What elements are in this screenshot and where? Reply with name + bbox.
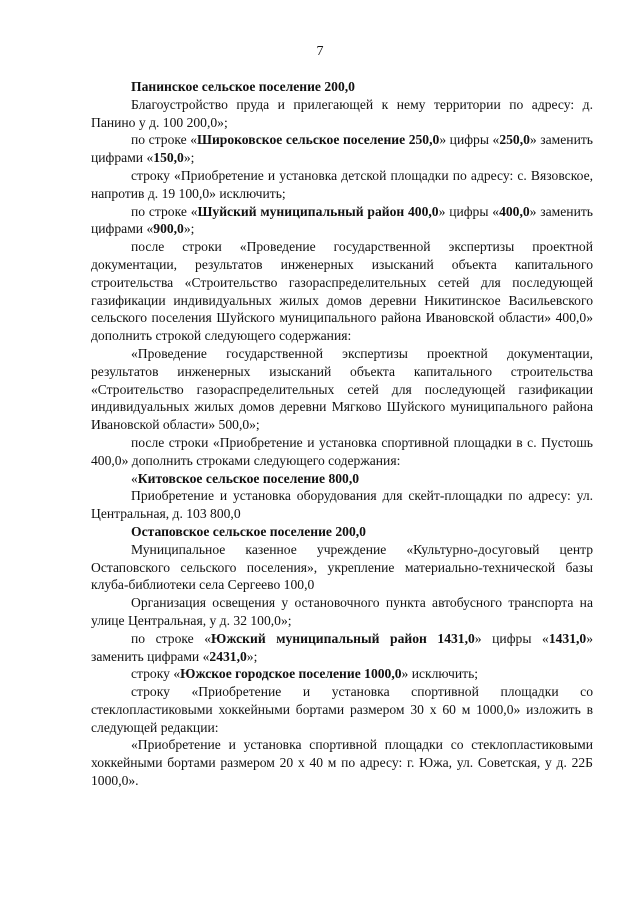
paragraph xyxy=(91,487,593,523)
text-run: » исключить; xyxy=(401,666,479,682)
text-run: «Приобретение и установка спортивной площадки со стеклопластиковыми хоккейными бортами размером 20 х 40 м по адресу: г. Южа, ул. Советская, у д. 22Б 1000,0». xyxy=(91,737,593,789)
text-run: «Проведение государственной экспертизы проектной документации, результатов инженерных изысканий объекта капитального строительства «Строительство газораспределительных сетей для последующей газификации индивидуальных жилых домов деревни Мягково Шуйского муниципального района Ивановской области» 500,0»; xyxy=(91,345,593,433)
bold-text: Южское городское поселение 1000,0 xyxy=(180,666,402,682)
paragraph xyxy=(91,96,593,132)
bold-text: Шуйский муниципальный район 400,0 xyxy=(197,203,439,219)
text-run: » заменить цифрами « xyxy=(91,630,593,664)
text-run: строку « xyxy=(131,666,181,682)
text-run: »; xyxy=(246,648,258,664)
bold-text: 900,0 xyxy=(153,221,184,237)
text-run: »; xyxy=(183,221,195,237)
text-run: по строке « xyxy=(131,630,212,646)
text-run: Организация освещения у остановочного пункта автобусного транспорта на улице Центральная, у д. 32 100,0»; xyxy=(91,595,593,628)
text-run: по строке « xyxy=(131,132,198,148)
paragraph xyxy=(91,594,593,630)
bold-text: 150,0 xyxy=(153,150,184,166)
text-run: » заменить цифрами « xyxy=(91,203,593,237)
paragraph xyxy=(91,541,593,594)
bold-text: Широковское сельское поселение 250,0 xyxy=(197,132,440,148)
bold-text: Панинское сельское поселение 200,0 xyxy=(131,79,355,94)
paragraph xyxy=(91,665,593,683)
text-run: »; xyxy=(183,150,195,166)
paragraph xyxy=(91,167,593,203)
bold-text: 400,0 xyxy=(499,203,530,219)
text-run: строку «Приобретение и установка спортивной площадки со стеклопластиковыми хоккейными бортами размером 30 х 60 м 1000,0» изложить в следующей редакции: xyxy=(91,684,593,735)
bold-text: Китовское сельское поселение 800,0 xyxy=(137,470,360,486)
text-run: строку «Приобретение и установка детской площадки по адресу: с. Вязовское, напротив д. 19 100,0» исключить; xyxy=(91,167,593,201)
bold-text: 250,0 xyxy=(499,132,530,148)
text-run: Благоустройство пруда и прилегающей к нему территории по адресу: д. Панино у д. 100 200,0»; xyxy=(91,96,593,130)
text-run: после строки «Приобретение и установка спортивной площадки в с. Пустошь 400,0» дополнить строками следующего содержания: xyxy=(91,434,593,468)
paragraph xyxy=(91,683,593,736)
text-run: « xyxy=(131,470,138,486)
paragraph xyxy=(91,523,593,541)
text-run: по строке « xyxy=(131,203,198,219)
paragraph xyxy=(91,630,593,666)
text-run: » цифры « xyxy=(439,132,500,148)
paragraph xyxy=(91,203,593,239)
paragraph xyxy=(91,470,593,488)
paragraph xyxy=(91,78,593,96)
paragraph xyxy=(91,131,593,167)
bold-text: Остаповское сельское поселение 200,0 xyxy=(131,523,366,539)
paragraph xyxy=(91,736,593,789)
paragraph xyxy=(91,345,593,434)
text-run: после строки «Проведение государственной экспертизы проектной документации, результатов инженерных изысканий объекта капитального строительства «Строительство газораспределительных сетей для последующей газификации индивидуальных жилых домов деревни Никитинское Васильевского сельского поселения Шуйского муниципального района Ивановской области» 400,0» дополнить строкой следующего содержания: xyxy=(91,239,593,344)
bold-text: 2431,0 xyxy=(209,648,247,664)
bold-text: 1431,0 xyxy=(548,630,587,646)
text-run: » цифры « xyxy=(474,630,549,646)
text-run: » цифры « xyxy=(438,203,500,219)
text-run: » заменить цифрами « xyxy=(91,132,593,166)
document-body xyxy=(91,78,593,790)
paragraph xyxy=(91,238,593,345)
bold-text: Южский муниципальный район 1431,0 xyxy=(211,630,475,646)
text-run: Муниципальное казенное учреждение «Культурно-досуговый центр Остаповского сельского поселения», укрепление материально-технической базы клуба-библиотеки села Сергеево 100,0 xyxy=(91,541,593,593)
page-number: 7 xyxy=(316,44,324,59)
paragraph xyxy=(91,434,593,470)
text-run: Приобретение и установка оборудования для скейт-площадки по адресу: ул. Центральная, д. 103 800,0 xyxy=(91,488,593,522)
